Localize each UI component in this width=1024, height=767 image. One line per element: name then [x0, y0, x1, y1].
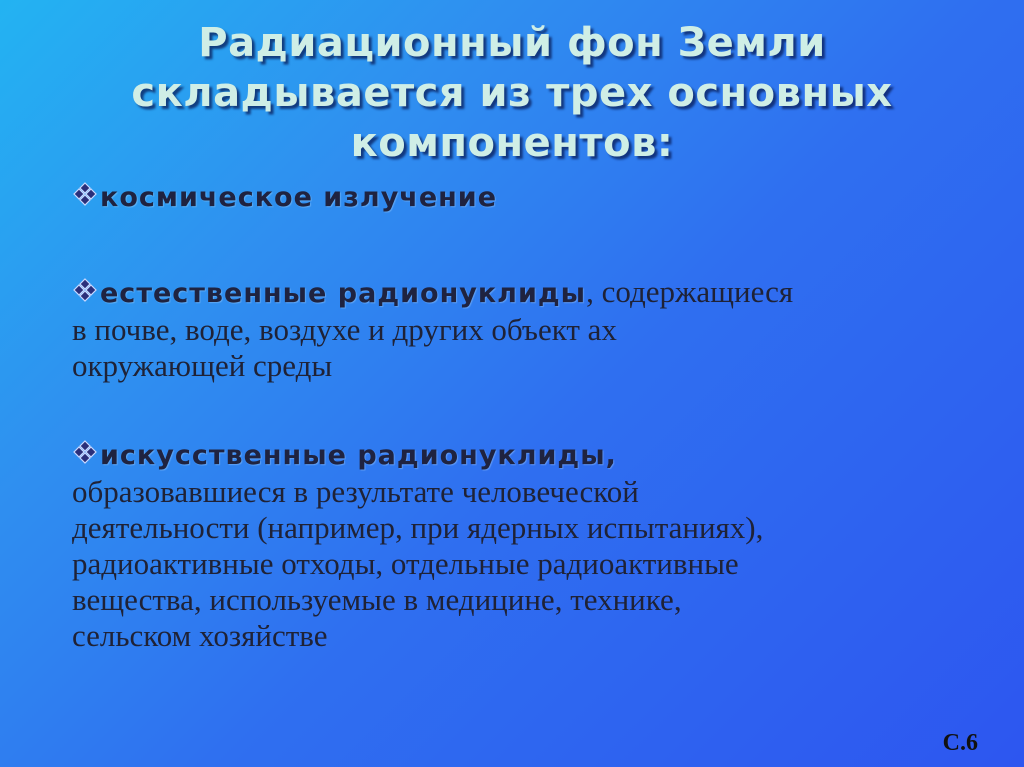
diamond-bullet-icon — [72, 440, 98, 466]
slide-number: С.6 — [942, 730, 978, 756]
bullet-text-line: окружающей среды — [72, 348, 333, 383]
slide-title — [60, 18, 964, 168]
bullet-natural-radionuclides — [72, 274, 972, 384]
bullet-heading: космическое излучение — [100, 182, 498, 213]
bullet-heading: искусственные радионуклиды, — [100, 440, 617, 471]
bullet-text-line: вещества, используемые в медицине, технике, — [72, 582, 682, 617]
bullet-text-line: сельском хозяйстве — [72, 618, 328, 653]
bullet-text-line: образовавшиеся в результате человеческой — [72, 474, 639, 509]
diamond-bullet-icon — [72, 278, 98, 304]
bullet-text-line: деятельности (например, при ядерных испытаниях), — [72, 510, 764, 545]
title-line-3: компонентов: — [350, 120, 674, 166]
bullet-text-line: радиоактивные отходы, отдельные радиоактивные — [72, 546, 739, 581]
bullet-list — [72, 178, 972, 654]
bullet-heading: естественные радионуклиды — [100, 278, 587, 309]
bullet-text: , содержащиеся — [586, 274, 794, 309]
title-line-2: складывается из трех основных — [131, 70, 893, 116]
bullet-artificial-radionuclides — [72, 436, 972, 654]
diamond-bullet-icon — [72, 182, 98, 208]
title-line-1: Радиационный фон Земли — [198, 20, 826, 66]
bullet-text-line: в почве, воде, воздухе и других объект ах — [72, 312, 617, 347]
bullet-cosmic-radiation — [72, 178, 972, 216]
